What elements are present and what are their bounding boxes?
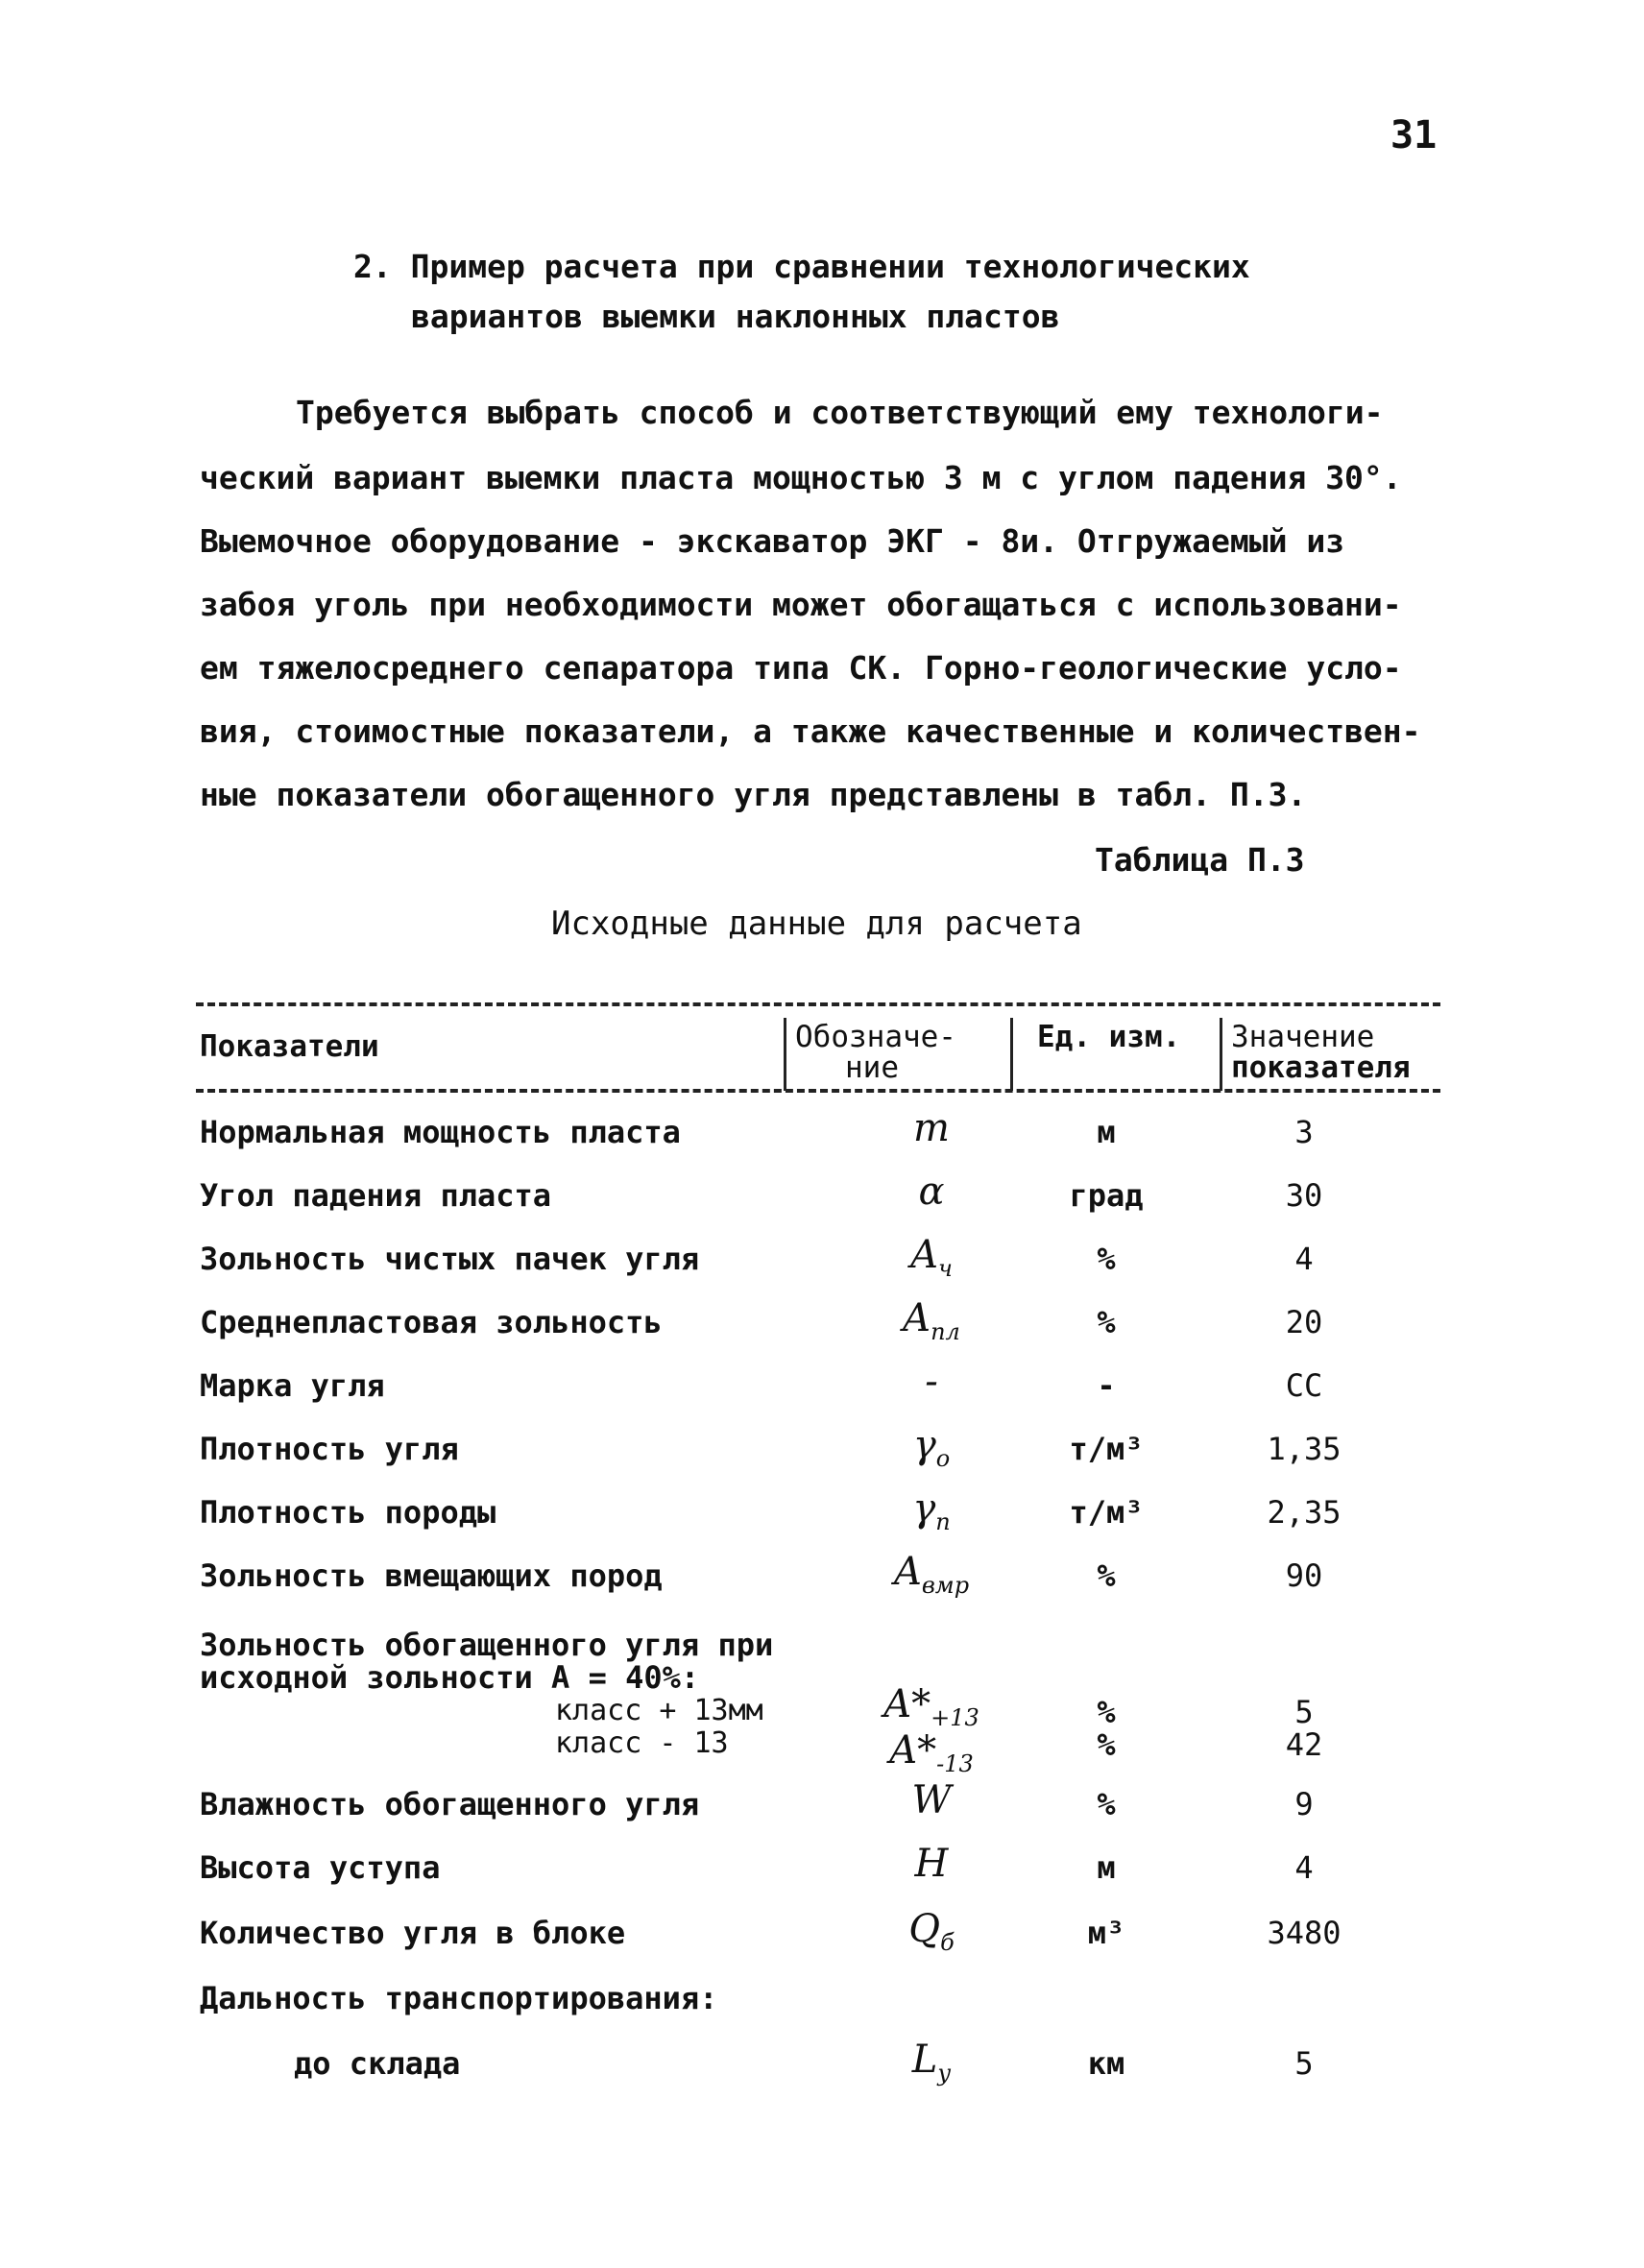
- header-separator: [1220, 1018, 1222, 1091]
- row-name: Нормальная мощность пласта: [200, 1114, 681, 1150]
- subrow-symbol: $A*_{-13}$: [889, 1728, 974, 1777]
- header-symbol-line1: Обозначе-: [795, 1020, 956, 1054]
- section-heading-line1: 2. Пример расчета при сравнении технологических: [353, 248, 1250, 285]
- table-top-rule: [196, 1002, 1440, 1006]
- section-heading-line2: вариантов выемки наклонных пластов: [411, 298, 1060, 335]
- row-value: 3: [1294, 1114, 1314, 1150]
- header-separator: [784, 1018, 786, 1091]
- row-symbol: -: [925, 1360, 938, 1404]
- row-name: Плотность породы: [200, 1494, 496, 1531]
- subrow-unit: %: [1097, 1726, 1116, 1763]
- paragraph-line: вия, стоимостные показатели, а также качественные и количествен-: [200, 712, 1421, 750]
- row-name: Зольность чистых пачек угля: [200, 1241, 700, 1277]
- row-value: 2,35: [1267, 1494, 1342, 1531]
- row-value: 9: [1294, 1786, 1314, 1822]
- row-name: Высота уступа: [200, 1849, 441, 1886]
- paragraph-line: ем тяжелосреднего сепаратора типа СК. Горно-геологические усло-: [200, 649, 1402, 687]
- transport-row-symbol: $L_у$: [911, 2038, 952, 2087]
- row-value: 4: [1294, 1241, 1314, 1277]
- subrow-unit: %: [1097, 1694, 1116, 1730]
- transport-row-name: до склада: [294, 2045, 461, 2082]
- row-name: Количество угля в блоке: [200, 1915, 626, 1951]
- row-symbol: $A_ч$: [910, 1233, 953, 1282]
- subrow-value: 5: [1294, 1694, 1314, 1730]
- row-unit: %: [1097, 1304, 1116, 1340]
- row-unit: т/м³: [1069, 1494, 1144, 1531]
- row-symbol: $Q_б$: [908, 1907, 955, 1956]
- transport-row-unit: км: [1087, 2045, 1125, 2082]
- row-unit: м: [1097, 1849, 1116, 1886]
- paragraph-line: забоя уголь при необходимости может обогащаться с использовани-: [200, 586, 1402, 623]
- row-name: Зольность вмещающих пород: [200, 1557, 663, 1594]
- row-value: 3480: [1267, 1915, 1342, 1951]
- subrow-name: класс - 13: [555, 1726, 729, 1760]
- row-unit: %: [1097, 1241, 1116, 1277]
- subrow-name: класс + 13мм: [555, 1694, 763, 1727]
- row-value: 30: [1285, 1177, 1323, 1214]
- header-value-line2: показателя: [1231, 1050, 1411, 1085]
- row-unit: -: [1097, 1367, 1116, 1404]
- table-caption: Таблица П.3: [1095, 841, 1305, 879]
- subrow-symbol: $A*_{+13}$: [883, 1682, 979, 1731]
- table-title: Исходные данные для расчета: [551, 905, 1082, 943]
- row-unit: %: [1097, 1557, 1116, 1594]
- row-value: 90: [1285, 1557, 1323, 1594]
- row-unit: град: [1069, 1177, 1144, 1214]
- row-symbol: H: [914, 1842, 949, 1886]
- page-number: 31: [1390, 113, 1438, 157]
- subrow-value: 42: [1285, 1726, 1323, 1763]
- header-symbol-line2: ние: [845, 1050, 899, 1085]
- row-unit: т/м³: [1069, 1431, 1144, 1467]
- header-indicators: Показатели: [200, 1029, 379, 1064]
- row-name: Угол падения пласта: [200, 1177, 552, 1214]
- paragraph-line: ные показатели обогащенного угля представлены в табл. П.3.: [200, 776, 1307, 813]
- paragraph-line: Выемочное оборудование - экскаватор ЭКГ - 8и. Отгружаемый из: [200, 522, 1345, 560]
- row-name: Марка угля: [200, 1367, 385, 1404]
- row-name: Плотность угля: [200, 1431, 459, 1467]
- row-unit: м³: [1087, 1915, 1125, 1951]
- header-unit: Ед. изм.: [1037, 1020, 1181, 1054]
- row-name: Среднепластовая зольность: [200, 1304, 663, 1340]
- row-symbol: $A_{вмр}$: [893, 1550, 970, 1599]
- table-header-rule: [196, 1089, 1440, 1093]
- row-value: 4: [1294, 1849, 1314, 1886]
- row-value: СС: [1285, 1367, 1323, 1404]
- paragraph-line: ческий вариант выемки пласта мощностью 3 м с углом падения 30°.: [200, 459, 1402, 496]
- row-value: 20: [1285, 1304, 1323, 1340]
- row-unit: %: [1097, 1786, 1116, 1822]
- row-unit: м: [1097, 1114, 1116, 1150]
- row-symbol: $A_{пл}$: [903, 1296, 960, 1345]
- row-symbol: $\gamma_п$: [912, 1486, 951, 1535]
- row-value: 1,35: [1267, 1431, 1342, 1467]
- ash-group-title-line2: исходной зольности A = 40%:: [200, 1659, 700, 1696]
- transport-row-value: 5: [1294, 2045, 1314, 2082]
- ash-group-title-line1: Зольность обогащенного угля при: [200, 1627, 774, 1663]
- row-symbol: W: [911, 1778, 952, 1822]
- header-separator: [1010, 1018, 1013, 1091]
- row-symbol: $\gamma_о$: [912, 1423, 951, 1472]
- row-symbol: α: [918, 1170, 945, 1214]
- paragraph-line: Требуется выбрать способ и соответствующий ему технологи-: [296, 394, 1384, 431]
- row-name: Влажность обогащенного угля: [200, 1786, 700, 1822]
- row-symbol: m: [913, 1106, 950, 1150]
- header-value-line1: Значение: [1231, 1020, 1375, 1054]
- transport-label: Дальность транспортирования:: [200, 1980, 718, 2016]
